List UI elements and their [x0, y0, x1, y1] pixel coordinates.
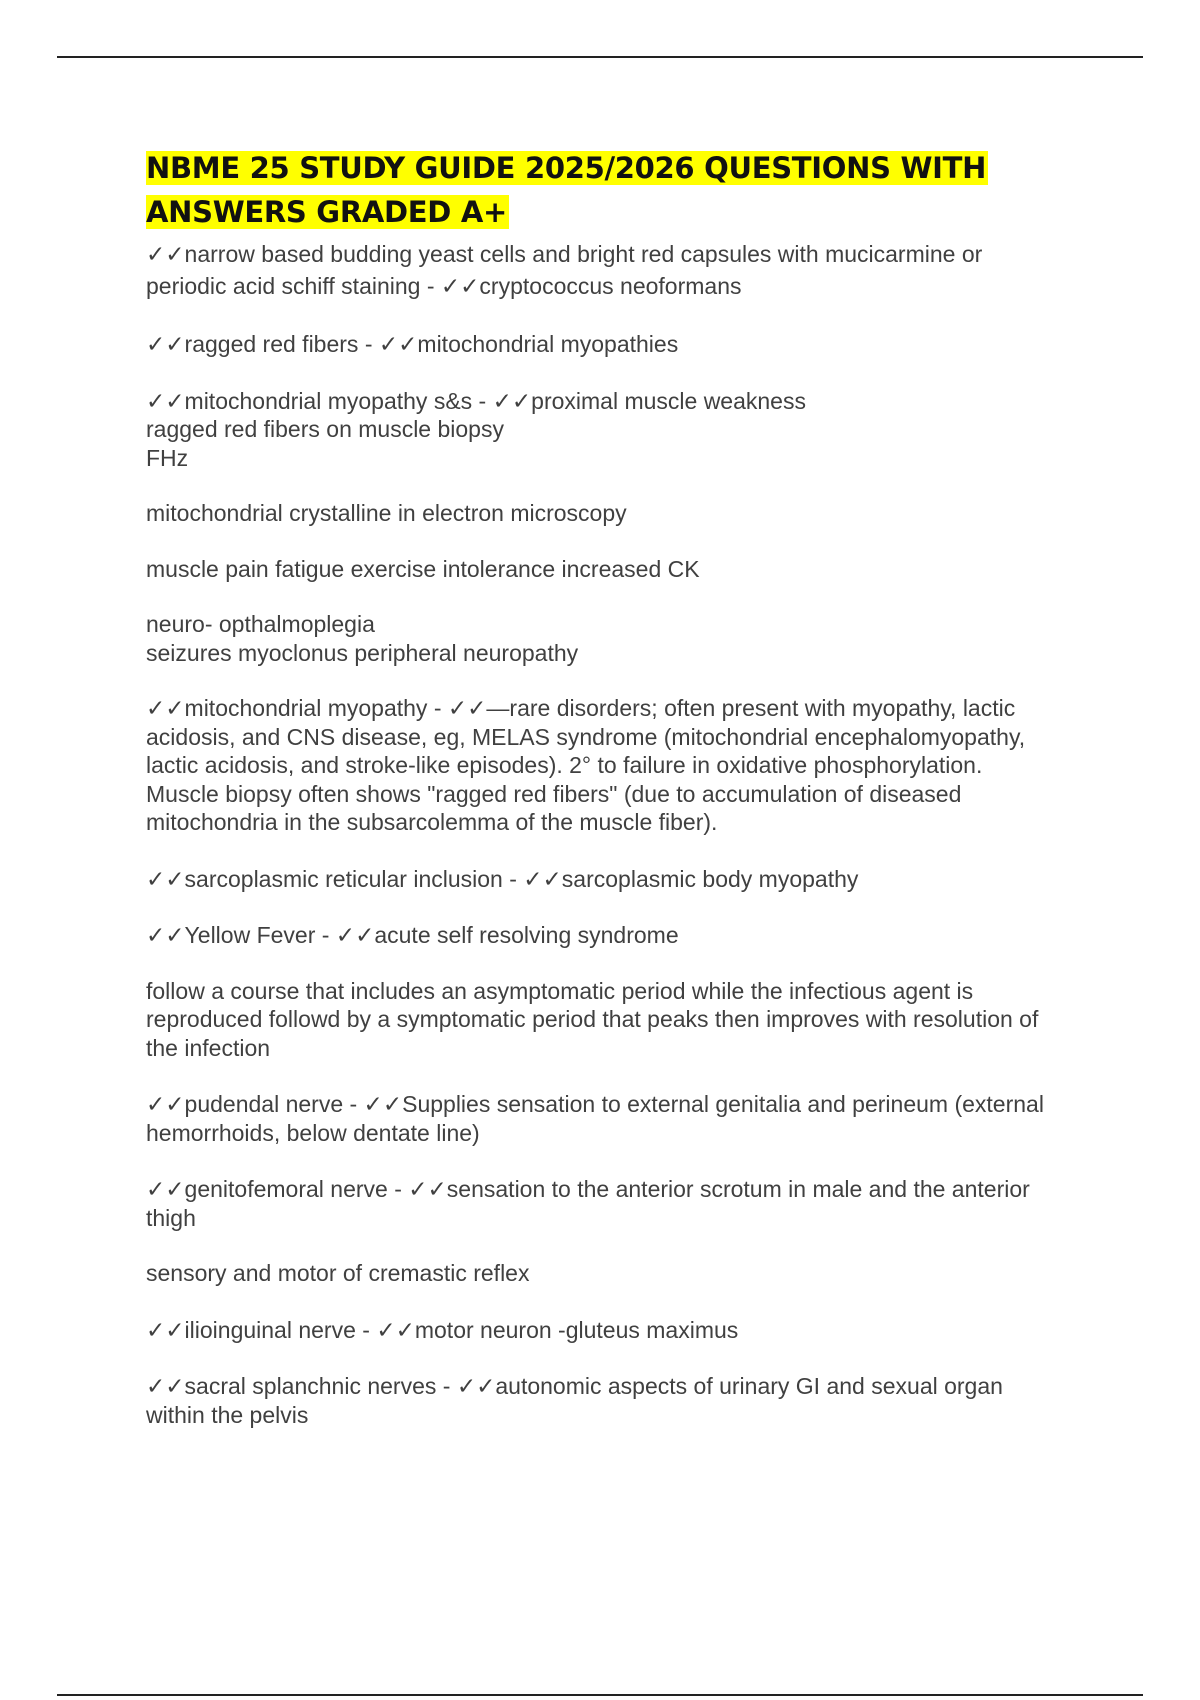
top-rule	[57, 56, 1143, 58]
document-body	[146, 146, 1106, 1429]
title-line-2: ANSWERS GRADED A+	[146, 195, 507, 229]
qa-sacral-splanchnic: ✓✓sacral splanchnic nerves - ✓✓autonomic aspects of urinary GI and sexual organ within the pelvis	[146, 1373, 1003, 1428]
note-muscle-pain: muscle pain fatigue exercise intolerance increased CK	[146, 555, 700, 582]
title-line-1: NBME 25 STUDY GUIDE 2025/2026 QUESTIONS WITH	[146, 151, 987, 185]
qa-ilioinguinal-nerve: ✓✓ilioinguinal nerve - ✓✓motor neuron -gluteus maximus	[146, 1316, 739, 1343]
qa-ragged-red-fibers: ✓✓ragged red fibers - ✓✓mitochondrial myopathies	[146, 331, 679, 357]
qa-mitochondrial-myopathy: ✓✓mitochondrial myopathy - ✓✓—rare disorders; often present with myopathy, lactic acidosis, and CNS disease, eg, MELAS syndrome (mitochondrial encephalomyopathy, lactic acidosis, and stroke-like episodes). 2° to failure in oxidative phosphorylation. Muscle biopsy often shows "ragged red fibers" (due to accumulation of diseased mitochondria in the subsarcolemma of the muscle fiber).	[146, 695, 1026, 835]
qa-sarcoplasmic-inclusion: ✓✓sarcoplasmic reticular inclusion - ✓✓sarcoplasmic body myopathy	[146, 865, 859, 892]
qa-pudendal-nerve: ✓✓pudendal nerve - ✓✓Supplies sensation to external genitalia and perineum (external hemorrhoids, below dentate line)	[146, 1091, 1044, 1146]
qa-mitochondrial-myopathy-signs: ✓✓mitochondrial myopathy s&s - ✓✓proximal muscle weakness ragged red fibers on muscle biopsy FHz	[146, 387, 806, 471]
note-course: follow a course that includes an asymptomatic period while the infectious agent is reproduced followd by a symptomatic period that peaks then improves with resolution of the infection	[146, 977, 1039, 1061]
note-cremastic: sensory and motor of cremastic reflex	[146, 1260, 530, 1286]
note-neuro: neuro- opthalmoplegia seizures myoclonus peripheral neuropathy	[146, 611, 579, 666]
qa-cryptococcus: ✓✓narrow based budding yeast cells and bright red capsules with mucicarmine or periodic acid schiff staining - ✓✓cryptococcus neoformans	[146, 241, 983, 299]
qa-genitofemoral-nerve: ✓✓genitofemoral nerve - ✓✓sensation to the anterior scrotum in male and the anterior thigh	[146, 1176, 1030, 1231]
qa-yellow-fever: ✓✓Yellow Fever - ✓✓acute self resolving syndrome	[146, 922, 679, 948]
bottom-rule	[57, 1694, 1143, 1696]
document-title	[146, 146, 1106, 234]
note-crystalline: mitochondrial crystalline in electron microscopy	[146, 500, 627, 526]
